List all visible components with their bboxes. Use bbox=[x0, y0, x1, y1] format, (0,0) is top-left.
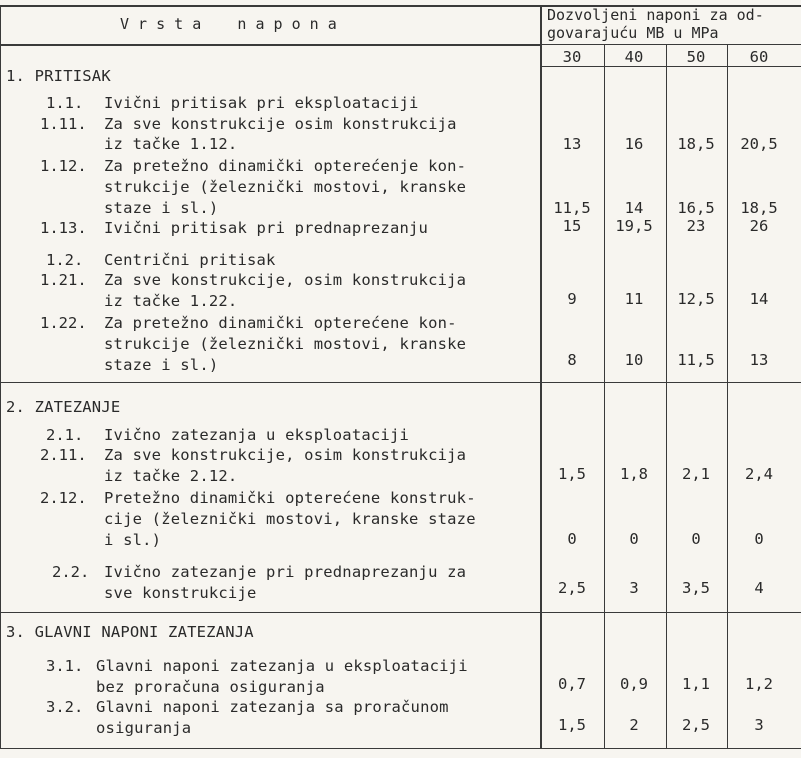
val-2-2-40: 3 bbox=[629, 579, 639, 597]
val-1-21-40: 11 bbox=[624, 290, 644, 308]
item-2-2-text-b: sve konstrukcije bbox=[104, 584, 257, 602]
item-2-1-num: 2.1. bbox=[46, 426, 84, 444]
item-2-12-num: 2.12. bbox=[40, 489, 87, 507]
val-3-2-50: 2,5 bbox=[682, 716, 710, 734]
item-1-22-text-c: staze i sl.) bbox=[104, 356, 219, 374]
item-1-12-text-a: Za pretežno dinamički opterećenje kon- bbox=[104, 157, 467, 175]
table-bottom-rule bbox=[0, 748, 801, 749]
header-mb-rule bbox=[540, 44, 801, 45]
mb-50: 50 bbox=[686, 48, 706, 66]
header-dozvoljeni-2: govarajuću MB u MPa bbox=[547, 24, 719, 42]
val-2-11-40: 1,8 bbox=[620, 465, 648, 483]
item-1-13-num: 1.13. bbox=[40, 219, 87, 237]
val-2-12-30: 0 bbox=[567, 530, 577, 548]
val-1-12-60: 18,5 bbox=[740, 199, 778, 217]
item-1-21-num: 1.21. bbox=[40, 271, 87, 289]
item-2-2-text-a: Ivično zatezanje pri prednaprezanju za bbox=[104, 563, 467, 581]
section-title-pritisak: 1. PRITISAK bbox=[6, 67, 111, 85]
mb-40: 40 bbox=[624, 48, 644, 66]
section-2-bottom-rule bbox=[0, 612, 801, 613]
item-3-2-text-a: Glavni naponi zatezanja sa proračunom bbox=[96, 698, 449, 716]
mb-30: 30 bbox=[562, 48, 582, 66]
val-1-11-60: 20,5 bbox=[740, 135, 778, 153]
item-1-13-text: Ivični pritisak pri prednaprezanju bbox=[104, 219, 429, 237]
item-1-12-num: 1.12. bbox=[40, 157, 87, 175]
item-3-2-num: 3.2. bbox=[46, 698, 84, 716]
val-2-2-50: 3,5 bbox=[682, 579, 710, 597]
item-2-11-num: 2.11. bbox=[40, 446, 87, 464]
item-1-2-text: Centrični pritisak bbox=[104, 251, 276, 269]
val-1-21-60: 14 bbox=[749, 290, 769, 308]
item-1-22-text-b: strukcije (železnički mostovi, kranske bbox=[104, 335, 467, 353]
val-2-2-60: 4 bbox=[754, 579, 764, 597]
val-3-2-30: 1,5 bbox=[558, 716, 586, 734]
val-2-12-60: 0 bbox=[754, 530, 764, 548]
item-1-11-text-b: iz tačke 1.12. bbox=[104, 135, 238, 153]
vertical-rule-main bbox=[540, 5, 542, 749]
val-2-11-30: 1,5 bbox=[558, 465, 586, 483]
val-1-12-30: 11,5 bbox=[553, 199, 591, 217]
val-3-2-60: 3 bbox=[754, 716, 764, 734]
section-title-glavni-naponi: 3. GLAVNI NAPONI ZATEZANJA bbox=[6, 623, 254, 641]
val-1-13-60: 26 bbox=[749, 217, 769, 235]
item-1-21-text-b: iz tačke 1.22. bbox=[104, 292, 238, 310]
val-1-22-30: 8 bbox=[567, 351, 577, 369]
val-1-13-40: 19,5 bbox=[615, 217, 653, 235]
val-1-21-50: 12,5 bbox=[677, 290, 715, 308]
item-2-11-text-a: Za sve konstrukcije, osim konstrukcija bbox=[104, 446, 467, 464]
item-1-12-text-b: strukcije (železnički mostovi, kranske bbox=[104, 178, 467, 196]
val-2-12-50: 0 bbox=[691, 530, 701, 548]
val-1-11-50: 18,5 bbox=[677, 135, 715, 153]
val-2-12-40: 0 bbox=[629, 530, 639, 548]
val-2-11-60: 2,4 bbox=[745, 465, 773, 483]
item-2-1-text: Ivično zatezanja u eksploataciji bbox=[104, 426, 410, 444]
item-1-22-num: 1.22. bbox=[40, 314, 87, 332]
val-1-12-40: 14 bbox=[624, 199, 644, 217]
table-left-rule bbox=[0, 5, 1, 749]
mb-60: 60 bbox=[749, 48, 769, 66]
val-1-22-50: 11,5 bbox=[677, 351, 715, 369]
item-2-12-text-b: cije (železnički mostovi, kranske staze bbox=[104, 510, 476, 528]
item-3-1-text-b: bez proračuna osiguranja bbox=[96, 678, 325, 696]
val-2-2-30: 2,5 bbox=[558, 579, 586, 597]
section-title-zatezanje: 2. ZATEZANJE bbox=[6, 398, 121, 416]
header-dozvoljeni: Dozvoljeni naponi za od- bbox=[547, 6, 764, 24]
item-1-11-text-a: Za sve konstrukcije osim konstrukcija bbox=[104, 115, 457, 133]
val-2-11-50: 2,1 bbox=[682, 465, 710, 483]
header-bottom-rule-left bbox=[0, 44, 540, 46]
val-1-11-30: 13 bbox=[562, 135, 582, 153]
val-1-11-40: 16 bbox=[624, 135, 644, 153]
item-3-2-text-b: osiguranja bbox=[96, 719, 192, 737]
section-1-bottom-rule bbox=[0, 382, 801, 383]
item-1-2-num: 1.2. bbox=[46, 251, 84, 269]
item-1-22-text-a: Za pretežno dinamički opterećene kon- bbox=[104, 314, 457, 332]
val-3-1-40: 0,9 bbox=[620, 675, 648, 693]
val-1-13-50: 23 bbox=[686, 217, 706, 235]
item-2-12-text-a: Pretežno dinamički opterećene konstruk- bbox=[104, 489, 476, 507]
val-1-22-60: 13 bbox=[749, 351, 769, 369]
item-1-11-num: 1.11. bbox=[40, 115, 87, 133]
val-3-2-40: 2 bbox=[629, 716, 639, 734]
item-3-1-text-a: Glavni naponi zatezanja u eksploataciji bbox=[96, 657, 468, 675]
val-1-22-40: 10 bbox=[624, 351, 644, 369]
item-1-21-text-a: Za sve konstrukcije, osim konstrukcija bbox=[104, 271, 467, 289]
val-3-1-30: 0,7 bbox=[558, 675, 586, 693]
item-1-1-text: Ivični pritisak pri eksploataciji bbox=[104, 94, 419, 112]
item-3-1-num: 3.1. bbox=[46, 657, 84, 675]
val-1-21-30: 9 bbox=[567, 290, 577, 308]
val-3-1-50: 1,1 bbox=[682, 675, 710, 693]
header-vrsta-napona: V r s t a n a p o n a bbox=[120, 15, 337, 33]
item-1-1-num: 1.1. bbox=[46, 94, 84, 112]
item-2-2-num: 2.2. bbox=[52, 563, 90, 581]
item-2-11-text-b: iz tačke 2.12. bbox=[104, 467, 238, 485]
val-3-1-60: 1,2 bbox=[745, 675, 773, 693]
item-2-12-text-c: i sl.) bbox=[104, 531, 162, 549]
val-1-13-30: 15 bbox=[562, 217, 582, 235]
val-1-12-50: 16,5 bbox=[677, 199, 715, 217]
item-1-12-text-c: staze i sl.) bbox=[104, 199, 219, 217]
